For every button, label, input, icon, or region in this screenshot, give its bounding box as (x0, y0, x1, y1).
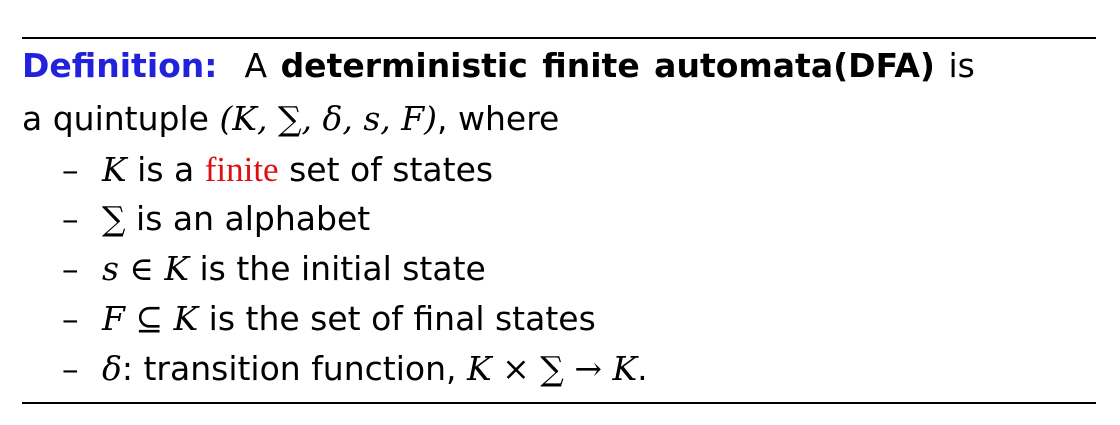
item-text: is a (126, 150, 205, 189)
list-dash: – (62, 249, 79, 288)
intro-word-a: A (244, 46, 268, 85)
list-item-alphabet (62, 199, 370, 239)
item-text: is the set of final states (198, 299, 596, 338)
highlighted-word: finite (204, 150, 279, 189)
item-text: : transition function, (121, 349, 467, 388)
list-dash: – (62, 199, 79, 238)
item-text-tail: . (637, 349, 648, 388)
bottom-rule (22, 402, 1096, 404)
defined-term: deterministic finite automata(DFA) (280, 46, 935, 85)
item-math: s ∈ K (102, 249, 189, 288)
quintuple-suffix: , where (437, 99, 560, 138)
list-dash: – (62, 150, 79, 189)
item-text: is the initial state (189, 249, 486, 288)
top-rule (22, 37, 1096, 39)
item-math-expression: K × ∑ → K (466, 349, 638, 388)
item-text-tail: set of states (278, 150, 494, 189)
list-dash: – (62, 349, 79, 388)
definition-line-1 (22, 46, 975, 86)
definition-label: Definition: (22, 46, 218, 85)
item-math: δ (102, 349, 122, 388)
list-item-transition (62, 349, 648, 389)
list-dash: – (62, 299, 79, 338)
intro-word-is: is (948, 46, 975, 85)
quintuple-prefix: a quintuple (22, 99, 209, 138)
quintuple-tuple: (K, ∑, δ, s, F) (219, 99, 438, 138)
list-item-initial-state (62, 249, 486, 289)
item-math: ∑ (102, 199, 126, 238)
item-math: F ⊆ K (102, 299, 199, 338)
list-item-final-states (62, 299, 596, 339)
item-text: is an alphabet (125, 199, 371, 238)
item-math: K (102, 150, 127, 189)
list-item-states (62, 150, 493, 190)
definition-line-2 (22, 99, 559, 139)
